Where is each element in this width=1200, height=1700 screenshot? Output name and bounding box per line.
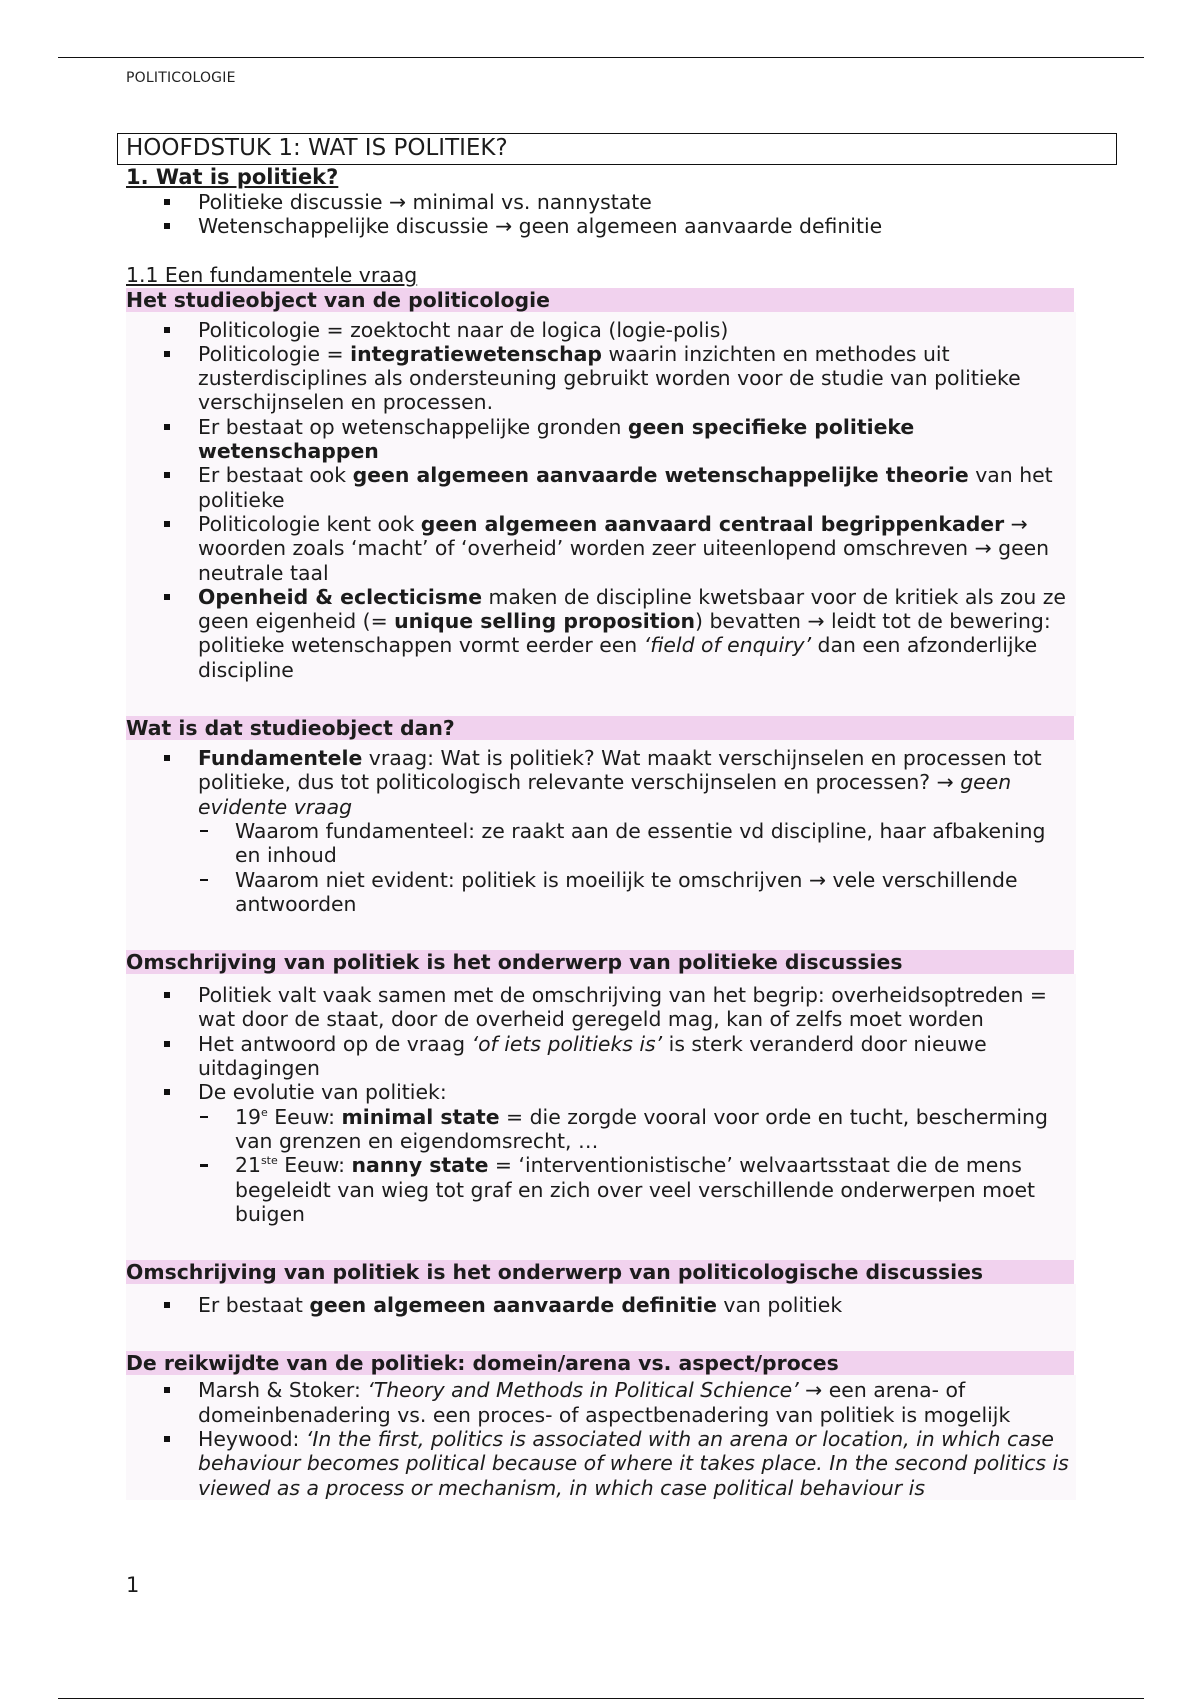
subsection-heading: 1.1 Een fundamentele vraag [126,262,418,287]
highlighted-heading: Omschrijving van politiek is het onderwerp van politieke discussies [126,950,1074,974]
list-item: Politieke discussie → minimal vs. nannystate [126,190,1076,214]
shaded-block [126,740,1076,950]
bullet-list [126,190,1076,239]
list-item: De evolutie van politiek: [126,1080,1076,1104]
running-header: POLITICOLOGIE [126,70,236,86]
list-item: Er bestaat geen algemeen aanvaarde definitie van politiek [126,1293,1076,1317]
list-item: Het antwoord op de vraag ‘of iets politieks is’ is sterk veranderd door nieuwe uitdagingen [126,1032,1076,1081]
bullet-list [126,1293,1076,1317]
list-item: Er bestaat ook geen algemeen aanvaarde wetenschappelijke theorie van het politieke [126,463,1076,512]
shaded-block [126,1375,1076,1499]
page-number: 1 [126,1573,140,1597]
bullet-list [126,318,1076,682]
list-item: Politicologie = zoektocht naar de logica (logie-polis) [126,318,1076,342]
shaded-block [126,312,1076,716]
bottom-rule [58,1698,1144,1699]
highlighted-heading: Het studieobject van de politicologie [126,288,1074,312]
section-heading: 1. Wat is politiek? [126,165,339,189]
highlighted-heading: Wat is dat studieobject dan? [126,716,1074,740]
highlighted-heading: Omschrijving van politiek is het onderwerp van politicologische discussies [126,1260,1074,1284]
chapter-title: HOOFDSTUK 1: WAT IS POLITIEK? [117,133,1117,165]
sub-list-item: 21ste Eeuw: nanny state = ‘interventionistische’ welvaartsstaat die de mens begeleidt van wieg tot graf en zich over veel verschillende onderwerpen moet buigen [126,1153,1076,1226]
shaded-block [126,1284,1076,1351]
sub-list-item: Waarom fundamenteel: ze raakt aan de essentie vd discipline, haar afbakening en inhoud [126,819,1076,868]
list-item: Heywood: ‘In the first, politics is associated with an arena or location, in which case behaviour becomes political because of where it takes place. In the second politics is viewed as a process or mechanism, in which case political behaviour is [126,1427,1076,1500]
bullet-list [126,746,1076,916]
list-item: Wetenschappelijke discussie → geen algemeen aanvaarde definitie [126,214,1076,238]
list-item: Politiek valt vaak samen met de omschrijving van het begrip: overheidsoptreden = wat door de staat, door de overheid geregeld mag, kan of zelfs moet worden [126,983,1076,1032]
sub-list-item: Waarom niet evident: politiek is moeilijk te omschrijven → vele verschillende antwoorden [126,868,1076,917]
shaded-block [126,974,1076,1260]
list-item: Marsh & Stoker: ‘Theory and Methods in Political Schience’ → een arena- of domeinbenadering vs. een proces- of aspectbenadering van politiek is mogelijk [126,1378,1076,1427]
bullet-list [126,1378,1076,1499]
list-item: Er bestaat op wetenschappelijke gronden geen specifieke politieke wetenschappen [126,415,1076,464]
list-item: Politicologie = integratiewetenschap waarin inzichten en methodes uit zusterdisciplines als ondersteuning gebruikt worden voor de studie van politieke verschijnselen en processen. [126,342,1076,415]
list-item: Fundamentele vraag: Wat is politiek? Wat maakt verschijnselen en processen tot politieke, dus tot politicologisch relevante verschijnselen en processen? → geen evidente vraag [126,746,1076,819]
sub-list-item: 19e Eeuw: minimal state = die zorgde vooral voor orde en tucht, bescherming van grenzen en eigendomsrecht, … [126,1105,1076,1154]
list-item: Openheid & eclecticisme maken de discipline kwetsbaar voor de kritiek als zou ze geen eigenheid (= unique selling proposition) bevatten → leidt tot de bewering: politieke wetenschappen vormt eerder een ‘field of enquiry’ dan een afzonderlijke discipline [126,585,1076,682]
list-item: Politicologie kent ook geen algemeen aanvaard centraal begrippenkader → woorden zoals ‘macht’ of ‘overheid’ worden zeer uiteenlopend omschreven → geen neutrale taal [126,512,1076,585]
top-rule [58,57,1144,58]
highlighted-heading: De reikwijdte van de politiek: domein/arena vs. aspect/proces [126,1351,1074,1375]
document-body [126,133,1076,1500]
bullet-list [126,983,1076,1226]
